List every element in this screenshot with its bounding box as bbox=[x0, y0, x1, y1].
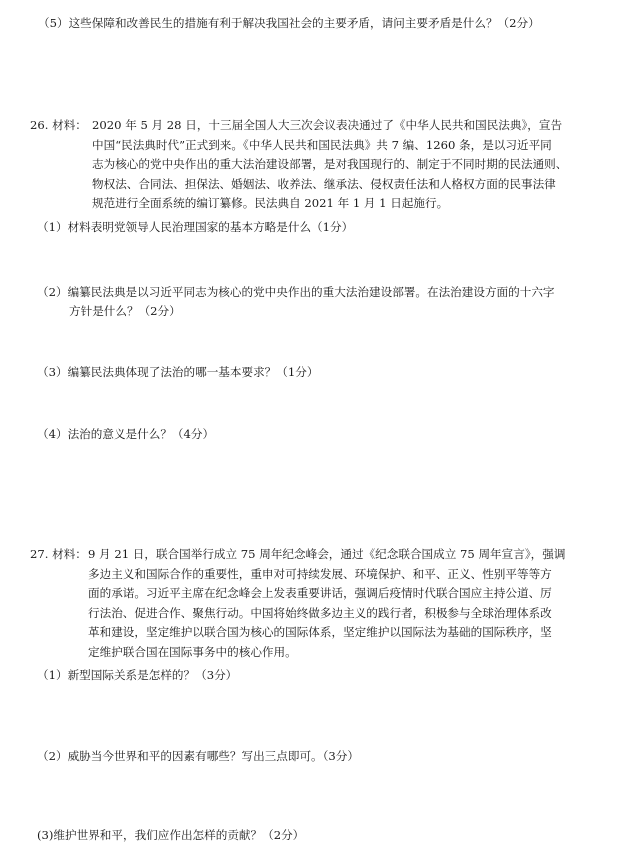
question-27-2: （2）威胁当今世界和平的因素有哪些？写出三点即可。（3分） bbox=[37, 749, 359, 763]
question-26-1: （1）材料表明党领导人民治理国家的基本方略是什么（1分） bbox=[37, 220, 354, 234]
material-line: 2020 年 5 月 28 日，十三届全国人大三次会议表决通过了《中华人民共和国民法典》，宣告 bbox=[92, 118, 563, 132]
question-26-material bbox=[30, 116, 641, 226]
question-27-material bbox=[30, 545, 641, 670]
material-line: 面的承诺。习近平主席在纪念峰会上发表重要讲话，强调后疫情时代联合国应主持公道、厉 bbox=[88, 586, 552, 601]
material-line: 志为核心的党中央作出的重大法治建设部署，是对我国现行的、制定于不同时期的民法通则、 bbox=[92, 157, 568, 172]
question-27-material-text bbox=[88, 545, 640, 663]
material-line: 中国“民法典时代”正式到来。《中华人民共和国民法典》共 7 编、1260 条，是以习近平同 bbox=[92, 137, 552, 152]
question-25-5: （5）这些保障和改善民生的措施有利于解决我国社会的主要矛盾，请问主要矛盾是什么？（2分） bbox=[38, 16, 540, 30]
question-26-2-line1: （2）编纂民法典是以习近平同志为核心的党中央作出的重大法治建设部署。在法治建设方面的十六字 bbox=[37, 285, 555, 299]
question-27-1: （1）新型国际关系是怎样的？（3分） bbox=[37, 668, 238, 682]
material-line: 革和建设，坚定维护以联合国为核心的国际体系，坚定维护以国际法为基础的国际秩序，坚 bbox=[88, 625, 552, 640]
material-line: 多边主义和国际合作的重要性，重申对可持续发展、环境保护、和平、正义、性别平等等方 bbox=[88, 566, 552, 581]
question-26-material-text bbox=[92, 116, 640, 214]
question-26-4: （4）法治的意义是什么？（4分） bbox=[37, 427, 215, 441]
material-line: 9 月 21 日，联合国举行成立 75 周年纪念峰会，通过《纪念联合国成立 75 周年宣言》，强调 bbox=[88, 547, 566, 561]
question-26-3: （3）编纂民法典体现了法治的哪一基本要求？（1分） bbox=[37, 365, 319, 379]
material-line: 定维护联合国在国际事务中的核心作用。 bbox=[88, 644, 297, 659]
material-line: 物权法、合同法、担保法、婚姻法、收养法、继承法、侵权责任法和人格权方面的民事法律 bbox=[92, 176, 556, 191]
question-27-label: 27. 材料： bbox=[30, 547, 87, 561]
question-26-label: 26. 材料： bbox=[30, 118, 87, 132]
material-line: 行法治、促进合作、聚焦行动。中国将始终做多边主义的践行者，积极参与全球治理体系改 bbox=[88, 605, 552, 620]
question-26-2-line2: 方针是什么？（2分） bbox=[69, 304, 181, 318]
question-27-3: (3)维护世界和平，我们应作出怎样的贡献？（2分） bbox=[37, 828, 305, 842]
material-line: 规范进行全面系统的编订纂修。民法典自 2021 年 1 月 1 日起施行。 bbox=[92, 196, 449, 211]
